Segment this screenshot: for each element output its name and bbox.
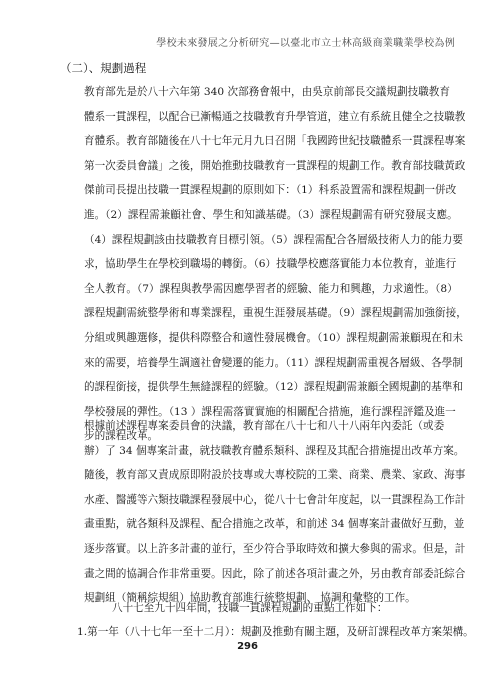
paragraph-line: 的課程銜接，提供學生無縫課程的經驗。（12）課程規劃需兼顧全國規劃的基準和: [84, 381, 463, 394]
paragraph-line: 水產、醫護等六類技職課程發展中心，從八十七會計年度起，以一貫課程為工作計: [84, 493, 466, 506]
paragraph-project-implementation: [84, 414, 466, 611]
paragraph-line: 學校發展的彈性。（13 ）課程需落實實施的相關配合措施，進行課程評鑑及進一: [84, 405, 456, 418]
paragraph-line: 教育部先是於八十六年第 340 次部務會報中，由吳京前部長交議規劃技職教育: [84, 86, 450, 98]
section-heading: （二）、規劃過程: [60, 61, 147, 75]
paragraph-line: （4）課程規劃該由技職教育目標引領。（5）課程需配合各層級技術人力的能力要: [84, 233, 463, 246]
paragraph-line: 進。（2）課程需兼顧社會、學生和知識基礎。（3）課程規劃需有研究發展支應。: [84, 208, 458, 221]
paragraph-line: 課程規劃需統整學術和專業課程，重視生涯發展基礎。（9）課程規劃需加強銜接，: [84, 307, 467, 320]
paragraph-line: 隨後，教育部又責成原即附設於技專或大專校院的工業、商業、農業、家政、海事: [84, 469, 466, 482]
paragraph-line: 辦）了 34 個專案計畫，就技職教育體系類科、課程及其配合措施提出改革方案。: [84, 444, 465, 457]
page-number: 296: [237, 641, 258, 652]
paragraph-line: 規劃組（簡稱綜規組）協助教育部進行統整規劃、 協調和彙整的工作。: [84, 592, 416, 605]
paragraph-planning-origin: [84, 80, 467, 449]
paragraph-line: 來的需要，培養學生調適社會變遷的能力。（11）課程規劃需重視各層級、各學制: [84, 356, 463, 369]
summary-sentence: 八十七至九十四年間，技職一貫課程規劃的重點工作如下：: [112, 602, 388, 614]
paragraph-line: 第一次委員會議」之後，開始推動技職教育一貫課程的規劃工作。教育部技職黃政: [84, 159, 466, 172]
paragraph-line: 求，協助學生在學校到職場的轉銜。（6）技職學校應落實能力本位教育，並進行: [84, 258, 457, 271]
running-header: 學校未來發展之分析研究—以臺北市立士林高級商業職業學校為例: [156, 38, 455, 49]
paragraph-line: 畫之間的協調合作非常重要。因此，除了前述各項計畫之外，另由教育部委託綜合: [84, 567, 466, 580]
paragraph-line: 體系一貫課程，以配合已漸暢通之技職教育升學管道，建立有系統且健全之技職教: [84, 110, 466, 123]
paragraph-line: 逐步落實。以上許多計畫的並行，至少符合爭取時效和擴大參與的需求。但是，計: [84, 542, 466, 555]
paragraph-line: 育體系。教育部隨後在八十七年元月九日召開「我國跨世紀技職體系一貫課程專案: [84, 135, 466, 148]
paragraph-line: 分組或興趣選修，提供科際整合和適性發展機會。（10）課程規劃需兼顧現在和未: [84, 331, 463, 344]
paragraph-line: 傑前司長提出技職一貫課程規劃的原則如下：（1）科系設置需和課程規劃一併改: [84, 184, 457, 197]
paragraph-line: 全人教育。（7）課程與教學需因應學習者的經驗、能力和興趣，力求適性。（8）: [84, 282, 458, 295]
paragraph-line: 畫重點，就各類科及課程、配合措施之改革，和前述 34 個專案計畫做好互動，並: [84, 518, 465, 531]
paragraph-line: 步的課程改革。: [84, 430, 159, 443]
list-item: 1.第一年（八十七年一至十二月）：規劃及推動有關主題，及研訂課程改革方案架構。: [77, 626, 474, 638]
paragraph-line: 根據前述課程專案委員會的決議，教育部在八十七和八十八兩年內委託（或委: [84, 420, 445, 432]
